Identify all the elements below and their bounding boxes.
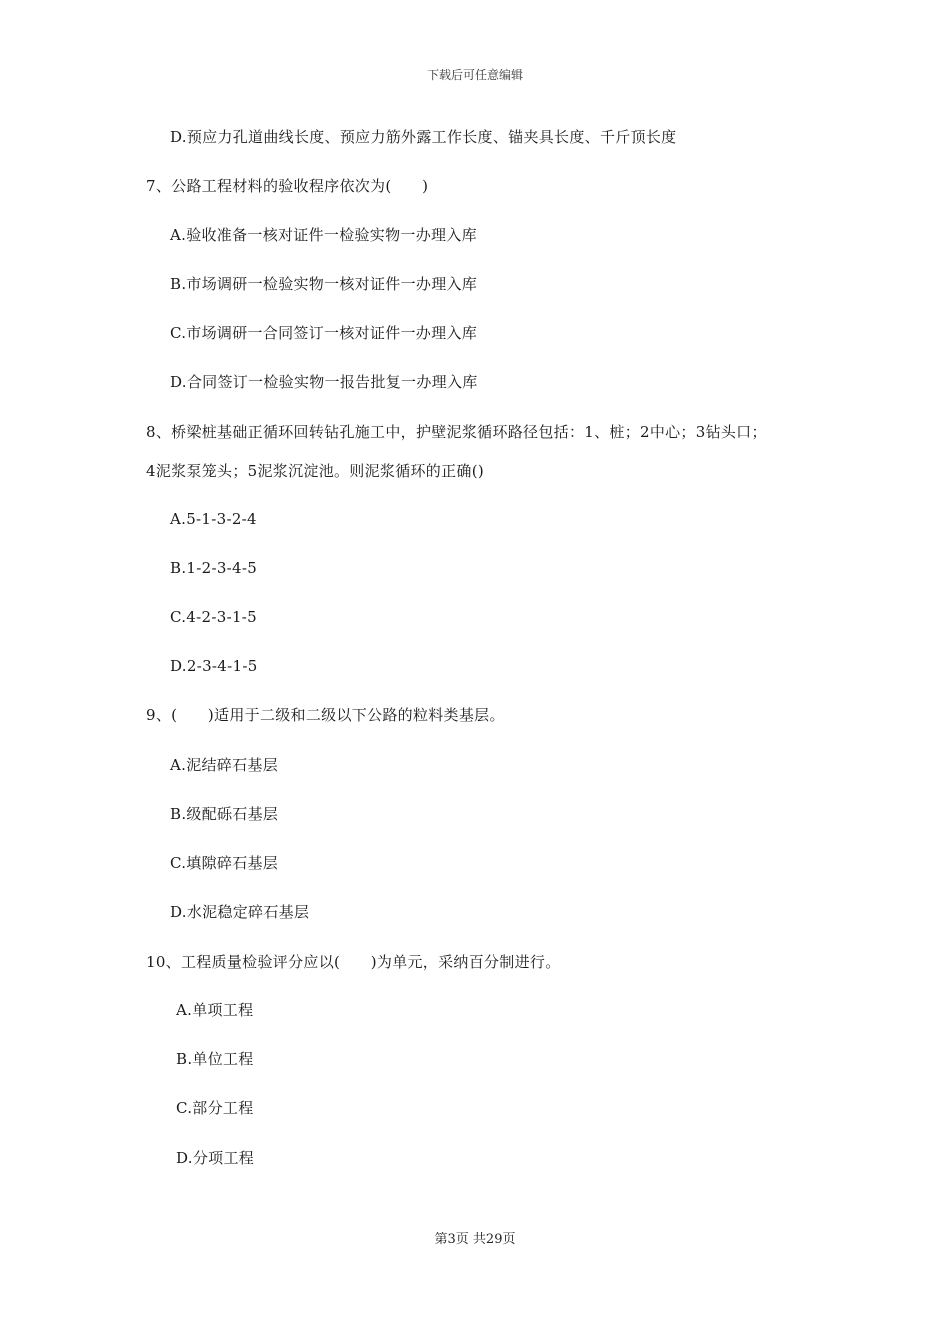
q8-stem-line1: 8、桥梁桩基础正循环回转钻孔施工中，护壁泥浆循环路径包括：1、桩；2中心；3钻头口；	[146, 423, 767, 441]
q9-option-a: A.泥结碎石基层	[170, 756, 279, 774]
q9-option-b: B.级配砾石基层	[170, 805, 279, 823]
q10-stem: 10、工程质量检验评分应以( )为单元，采纳百分制进行。	[146, 953, 561, 971]
q9-option-c: C.填隙碎石基层	[170, 854, 279, 872]
q7-option-a: A.验收准备一核对证件一检验实物一办理入库	[170, 226, 477, 244]
q8-option-a: A.5-1-3-2-4	[170, 510, 257, 528]
q7-option-d: D.合同签订一检验实物一报告批复一办理入库	[170, 373, 478, 391]
q10-option-c: C.部分工程	[176, 1099, 254, 1117]
q8-option-c: C.4-2-3-1-5	[170, 608, 258, 626]
page-footer: 第3页 共29页	[434, 1232, 516, 1247]
q8-option-b: B.1-2-3-4-5	[170, 559, 258, 577]
q9-stem: 9、( )适用于二级和二级以下公路的粒料类基层。	[146, 706, 505, 724]
q8-option-d: D.2-3-4-1-5	[170, 657, 258, 675]
page-header: 下载后可任意编辑	[426, 68, 523, 82]
q8-stem-line2: 4泥浆泵笼头；5泥浆沉淀池。则泥浆循环的正确()	[146, 462, 484, 480]
q10-option-b: B.单位工程	[176, 1050, 254, 1068]
q7-option-c: C.市场调研一合同签订一核对证件一办理入库	[170, 324, 478, 342]
q7-option-b: B.市场调研一检验实物一核对证件一办理入库	[170, 275, 478, 293]
q7-stem: 7、公路工程材料的验收程序依次为( )	[146, 177, 429, 195]
q9-option-d: D.水泥稳定碎石基层	[170, 903, 310, 921]
q6-option-d: D.预应力孔道曲线长度、预应力筋外露工作长度、锚夹具长度、千斤顶长度	[170, 128, 677, 146]
q10-option-d: D.分项工程	[176, 1149, 255, 1167]
q10-option-a: A.单项工程	[176, 1001, 254, 1019]
